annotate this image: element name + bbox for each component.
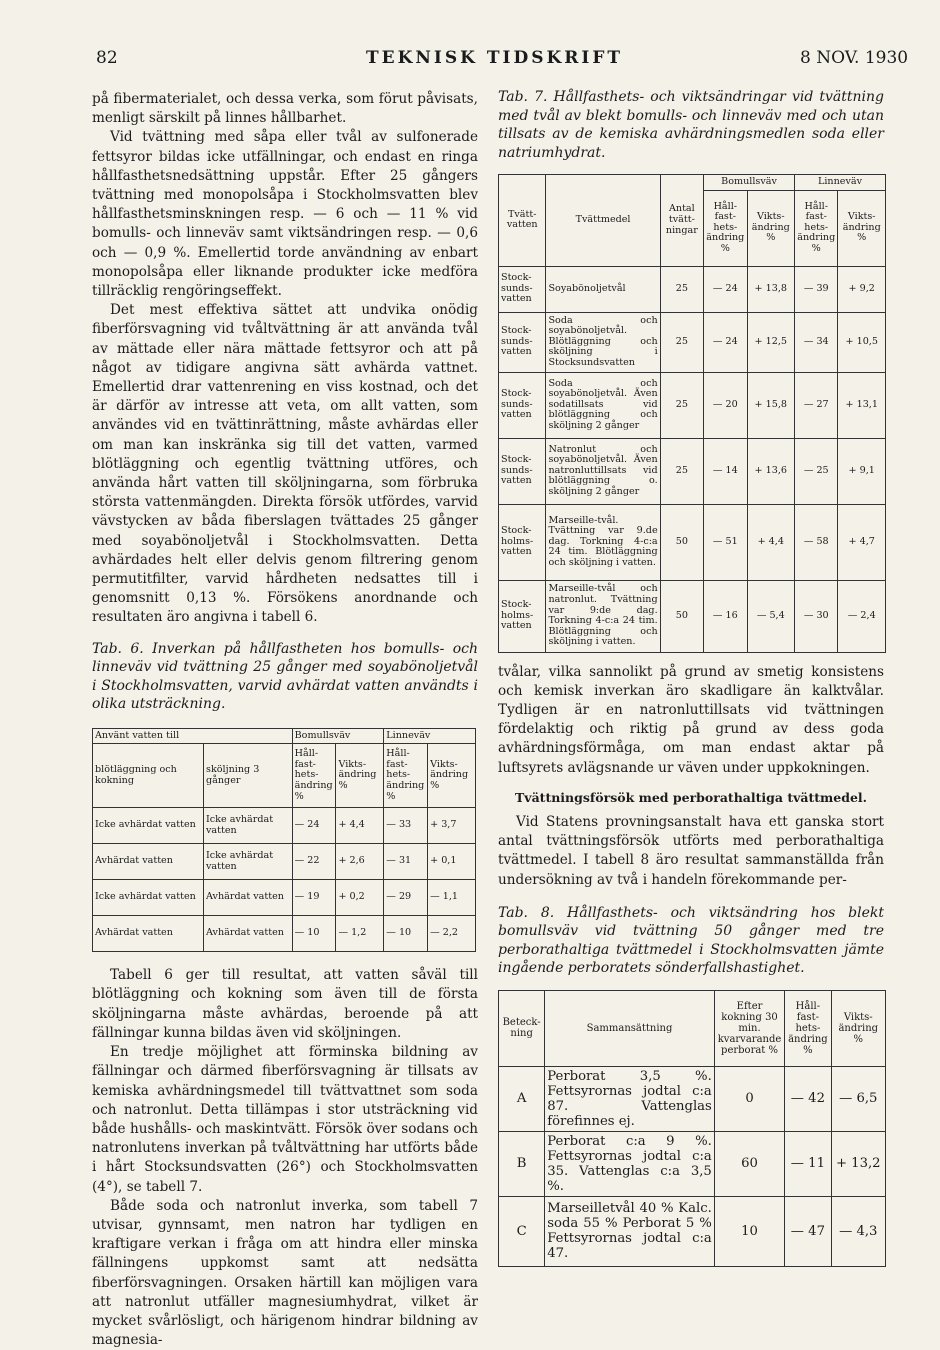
table-cell: + 2,6 [336,844,384,880]
table-row [499,312,886,372]
table-header: Vikts-ändring % [838,190,886,266]
table-cell: — 24 [292,808,336,844]
table-cell: Stock-sunds-vatten [499,372,546,438]
table-cell: 25 [660,312,703,372]
table-cell: Stock-sunds-vatten [499,438,546,504]
table-cell: Avhärdat vatten [93,916,204,952]
table-cell: + 0,2 [336,880,384,916]
table-cell: — 10 [384,916,428,952]
table-8-caption: Tab. 8. Hållfasthets- och viktsändring hos blekt bomullsväv vid tvättning 50 gånger med tre perborathaltiga tvättmedel i Stockholmsvatten jämte ingående perboratets sönderfallshastighet. [498,904,884,977]
table-7 [498,174,886,653]
table-cell: — 6,5 [831,1066,886,1131]
table-cell: 0 [714,1066,784,1131]
table-cell: + 4,4 [336,808,384,844]
table-cell: Stock-sunds-vatten [499,266,546,312]
table-cell: Soda och soyabönoljetvål. Även sodatillsats vid blötläggning och sköljning 2 gånger [546,372,660,438]
table-cell: — 31 [384,844,428,880]
issue-date: 8 NOV. 1930 [800,48,909,68]
table-header: blötläggning och kokning [93,744,204,808]
table-header: Håll-fast-hets-ändring % [704,190,747,266]
table-row [93,880,476,916]
table-row [499,1196,886,1266]
table-cell: 10 [714,1196,784,1266]
table-cell: + 13,8 [747,266,794,312]
table-cell: + 13,1 [838,372,886,438]
table-cell: — 1,1 [428,880,476,916]
table-cell: — 2,4 [838,580,886,652]
table-cell: + 9,2 [838,266,886,312]
table-row [93,844,476,880]
table-header: Använt vatten till [93,728,293,744]
table-cell: Avhärdat vatten [204,916,293,952]
table-cell: — 33 [384,808,428,844]
page-number: 82 [96,48,118,68]
table-header: Vikts-ändring % [336,744,384,808]
table-cell: — 29 [384,880,428,916]
paragraph: tvålar, vilka sannolikt på grund av smetig konsistens och kemisk inverkan äro skadligare än kalktvålar. Tydligen är en natronluttillsats vid tvättningen fördelaktig och riktig på grund av dess goda avhärdningsförmåga, om man endast aktar på luftsyrets avlägsnande ur väven under uppkokningen. [498,663,884,776]
table-cell: — 1,2 [336,916,384,952]
table-8 [498,990,886,1267]
table-header: Vikts-ändring % [428,744,476,808]
paragraph: Det mest effektiva sättet att undvika onödig fiberförsvagning vid tvåltvättning är att använda tvål av mättade eller nära mättade fettsyror och att på något av tidigare angivna sätt avhärda vattnet. Emellertid drar vattenrening en viss kostnad, och det är därför av intresse att veta, om allt vatten, som användes vid en tvättinrättning, måste avhärdas eller om man kan inskränka sig till det vatten, varmed blötläggning och egentlig tvättning utföres, och använda hårt vatten till sköljningarna, som förbruka största vattenmängden. Direkta försök utfördes, varvid vävstycken av båda fiberslagen tvättades 25 gånger med soyabönoljetvål i Stockholmsvatten. Detta avhärdades helt eller delvis genom filtrering genom permutitfilter, varvid hårdheten nedsattes till i genomsnitt 0,13 %. Försökens anordnande och resultaten äro angivna i tabell 6. [92,302,478,626]
table-cell: Marseilletvål 40 % Kalc. soda 55 % Perborat 5 % Fettsyrornas jodtal c:a 47. [545,1196,715,1266]
table-cell: + 0,1 [428,844,476,880]
table-cell: + 15,8 [747,372,794,438]
table-header: Håll-fast-hets-ändring % [795,190,838,266]
table-cell: Stock-holms-vatten [499,504,546,580]
table-cell: 60 [714,1131,784,1196]
table-cell: A [499,1066,545,1131]
table-cell: Marseille-tvål och natronlut. Tvättning var 9:de dag. Torkning 4-c:a 24 tim. Blötläggning och sköljning i vatten. [546,580,660,652]
table-header: Linneväv [384,728,476,744]
paragraph: på fibermaterialet, och dessa verka, som förut påvisats, menligt särskilt på linnes hållbarhet. [92,91,478,127]
table-cell: + 12,5 [747,312,794,372]
table-cell: — 5,4 [747,580,794,652]
table-header: Linneväv [795,175,886,191]
table-cell: + 4,7 [838,504,886,580]
paragraph: Tabell 6 ger till resultat, att vatten såväl till blötläggning och kokning som även till de första sköljningarna måste avhärdas, beroende på att fällningar kunna bildas även vid sköljningen. [92,967,478,1041]
table-cell: 25 [660,266,703,312]
table-cell: 25 [660,438,703,504]
table-cell: Icke avhärdat vatten [204,844,293,880]
table-row [499,372,886,438]
journal-title: TEKNISK TIDSKRIFT [366,48,624,68]
table-cell: 25 [660,372,703,438]
table-row [499,1131,886,1196]
table-cell: — 34 [795,312,838,372]
table-row [499,580,886,652]
table-cell: Natronlut och soyabönoljetvål. Även natronluttillsats vid blötläggning o. sköljning 2 gånger [546,438,660,504]
table-cell: Icke avhärdat vatten [93,880,204,916]
table-cell: Stock-sunds-vatten [499,312,546,372]
table-header: Vikts-ändring % [831,990,886,1066]
table-row [93,916,476,952]
table-cell: — 11 [785,1131,831,1196]
table-cell: Avhärdat vatten [93,844,204,880]
table-row [93,808,476,844]
table-cell: + 4,4 [747,504,794,580]
table-7-caption: Tab. 7. Hållfasthets- och viktsändringar vid tvättning med tvål av blekt bomulls- och linneväv med och utan tillsats av de kemiska avhärdningsmedlen soda eller natriumhydrat. [498,89,884,161]
paragraph: En tredje möjlighet att förminska bildning av fällningar och därmed fiberförsvagning är tillsats av kemiska avhärdningsmedel till tvättvattnet som soda och natronlut. Detta tillämpas i stor utsträckning vid både hushålls- och maskintvätt. Försök över sodans och natronlutens inverkan på tvåltvättning har utförts både i hårt Stocksundsvatten (26°) och Stockholmsvatten (4°), se tabell 7. [92,1044,478,1195]
table-cell: Perborat c:a 9 %. Fettsyrornas jodtal c:a 35. Vattenglas c:a 3,5 %. [545,1131,715,1196]
table-cell: — 10 [292,916,336,952]
table-cell: — 14 [704,438,747,504]
table-header: Bomullsväv [704,175,795,191]
paragraph: Vid tvättning med såpa eller tvål av sulfonerade fettsyror bildas icke utfällningar, och endast en ringa hållfasthetsnedsättning uppstår. Efter 25 gångers tvättning med monopolsåpa i Stockholmsvatten blev hållfasthetsminskningen resp. — 6 och — 11 % vid bomulls- och linneväv samt viktsändringen resp. — 0,6 och — 0,9 %. Emellertid torde användning av enbart monopolsåpa eller liknande produkter icke medföra tillräcklig rengöringseffekt. [92,129,478,300]
table-cell: — 25 [795,438,838,504]
table-cell: — 51 [704,504,747,580]
left-column [92,90,478,1350]
table-cell: B [499,1131,545,1196]
table-cell: — 24 [704,266,747,312]
table-cell: Icke avhärdat vatten [204,808,293,844]
paragraph: Både soda och natronlut inverka, som tabell 7 utvisar, gynnsamt, men natron har tydligen en kraftigare verkan i fråga om att hindra eller minska fällningens uppkomst samt att nedsätta fiberförsvagningen. Orsaken härtill kan möjligen vara att natronlut utfäller magnesiumhydrat, vilket är mycket svårlösligt, och härigenom hindrar bildning av magnesia- [92,1197,478,1349]
table-cell: + 9,1 [838,438,886,504]
table-header: Bomullsväv [292,728,384,744]
table-cell: Stock-holms-vatten [499,580,546,652]
table-cell: Icke avhärdat vatten [93,808,204,844]
table-header: Tvättmedel [546,175,660,267]
paragraph: Vid Statens provningsanstalt hava ett ganska stort antal tvättningsförsök utförts med perborathaltiga tvättmedel. I tabell 8 äro resultat sammanställda från undersökning av två i handeln förekommande per- [498,814,884,888]
table-cell: Marseille-tvål. Tvättning var 9.de dag. Torkning 4-c:a 24 tim. Blötläggning och sköljning i vatten. [546,504,660,580]
table-6 [92,728,476,953]
table-row [499,1066,886,1131]
table-cell: — 58 [795,504,838,580]
table-cell: C [499,1196,545,1266]
table-cell: — 42 [785,1066,831,1131]
table-cell: — 20 [704,372,747,438]
table-header: Håll-fast-hets-ändring % [384,744,428,808]
section-heading: Tvättningsförsök med perborathaltiga tvättmedel. [515,789,867,805]
table-cell: Soyabönoljetvål [546,266,660,312]
table-cell: Soda och soyabönoljetvål. Blötläggning och sköljning i Stocksundsvatten [546,312,660,372]
table-header: Antal tvätt-ningar [660,175,703,267]
table-cell: 50 [660,580,703,652]
table-cell: + 13,2 [831,1131,886,1196]
table-row [499,266,886,312]
table-cell: + 10,5 [838,312,886,372]
table-header: Tvätt-vatten [499,175,546,267]
table-cell: — 24 [704,312,747,372]
table-cell: Perborat 3,5 %. Fettsyrornas jodtal c:a 87. Vattenglas förefinnes ej. [545,1066,715,1131]
table-header: Håll-fast-hets-ändring % [292,744,336,808]
table-cell: — 19 [292,880,336,916]
table-cell: — 30 [795,580,838,652]
table-header: Sammansättning [545,990,715,1066]
table-cell: — 16 [704,580,747,652]
table-cell: + 13,6 [747,438,794,504]
table-6-caption: Tab. 6. Inverkan på hållfastheten hos bomulls- och linneväv vid tvättning 25 gånger med soyabönoljetvål i Stockholmsvatten, varvid avhärdat vatten användts i olika utsträckning. [92,640,478,713]
table-cell: Avhärdat vatten [204,880,293,916]
table-header: sköljning 3 gånger [204,744,293,808]
table-header: Efter kokning 30 min. kvarvarande perborat % [714,990,784,1066]
table-header: Beteck-ning [499,990,545,1066]
table-header: Vikts-ändring % [747,190,794,266]
table-row [499,438,886,504]
table-cell: 50 [660,504,703,580]
right-column [498,88,884,1267]
table-cell: — 39 [795,266,838,312]
table-cell: — 22 [292,844,336,880]
table-header: Håll-fast-hets-ändring % [785,990,831,1066]
table-row [499,504,886,580]
table-cell: — 2,2 [428,916,476,952]
table-cell: — 4,3 [831,1196,886,1266]
table-cell: + 3,7 [428,808,476,844]
table-cell: — 27 [795,372,838,438]
table-cell: — 47 [785,1196,831,1266]
